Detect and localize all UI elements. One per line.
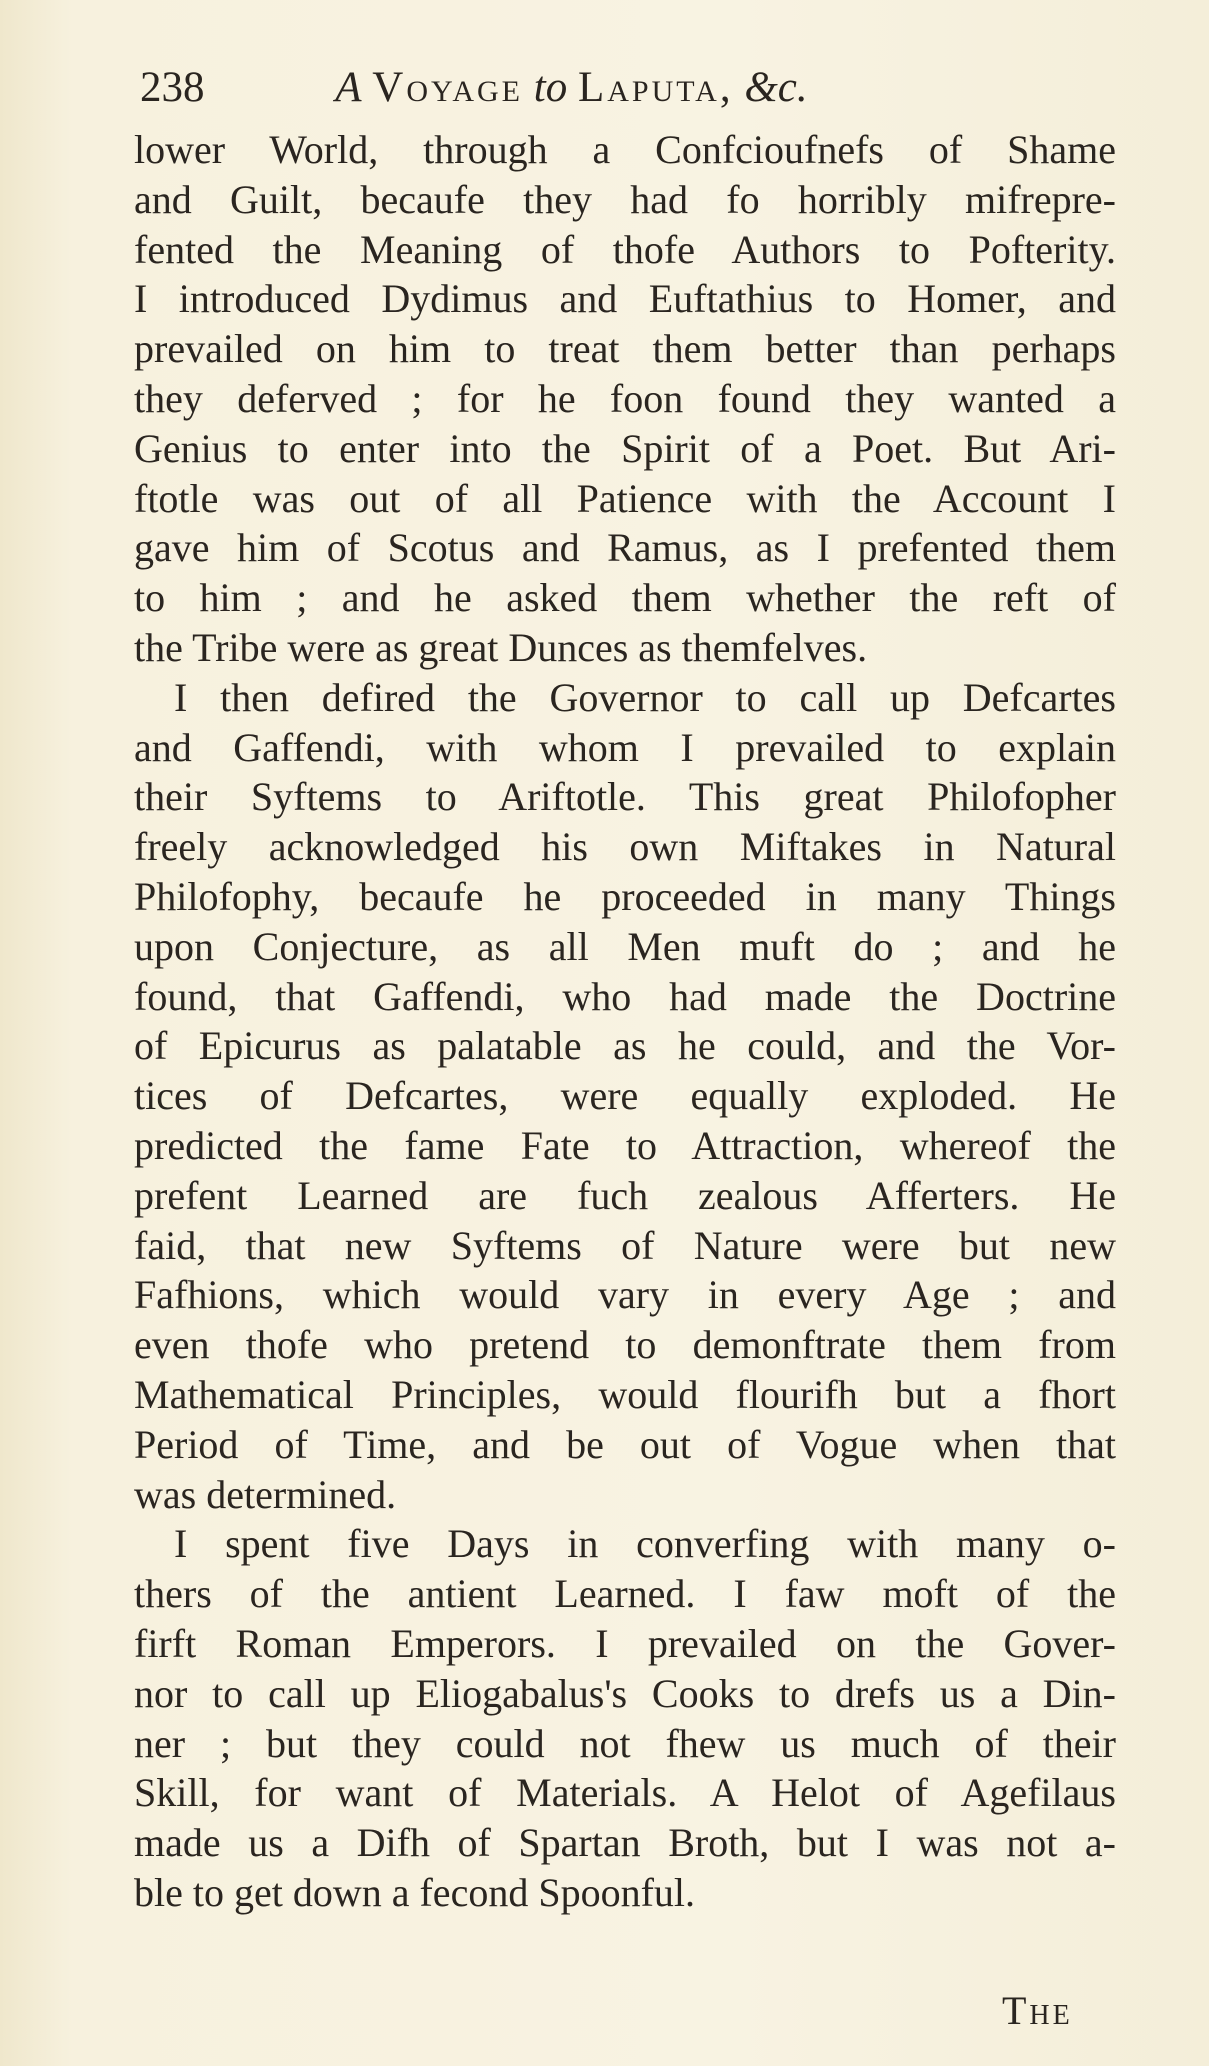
text-line: the Tribe were as great Dunces as themfelves. [134,624,868,670]
text-line: nor to call up Eliogabalus's Cooks to drefs us a Din- [134,1670,1116,1716]
body-text [134,125,1116,1918]
text-line: fented the Meaning of thofe Authors to Pofterity. [134,226,1116,272]
running-title-article: A [335,64,362,111]
running-title-voyage: Voyage [372,64,523,111]
text-line: thers of the antient Learned. I faw moft of the [134,1571,1116,1617]
text-line: ftotle was out of all Patience with the Account I [134,475,1116,521]
text-line: gave him of Scotus and Ramus, as I prefented them [134,525,1116,571]
text-line: Skill, for want of Materials. A Helot of Agefilaus [134,1770,1116,1816]
catchword: The [1002,1988,1073,2033]
running-head [140,58,1120,118]
text-line: of Epicurus as palatable as he could, and the Vor- [134,1023,1116,1069]
text-line: prefent Learned are fuch zealous Afferters. He [134,1172,1116,1218]
paragraph-first-line: I spent five Days in converfing with many o- [174,1521,1116,1567]
text-line: firft Roman Emperors. I prevailed on the Gover- [134,1620,1116,1666]
text-line: and Gaffendi, with whom I prevailed to explain [134,724,1116,770]
text-line: to him ; and he asked them whether the reft of [134,575,1116,621]
text-line: Fafhions, which would vary in every Age ; and [134,1272,1116,1318]
text-line: Philofophy, becaufe he proceeded in many Things [134,873,1116,919]
running-title-etc: &c. [744,64,808,111]
text-line: was determined. [134,1471,397,1517]
paragraph-first-line: I then defired the Governor to call up Defcartes [174,674,1116,720]
text-line: found, that Gaffendi, who had made the Doctrine [134,973,1116,1019]
text-line: Period of Time, and be out of Vogue when that [134,1421,1116,1467]
text-line: faid, that new Syftems of Nature were but new [134,1222,1116,1268]
text-line: upon Conjecture, as all Men muft do ; and he [134,923,1116,969]
text-line: ble to get down a fecond Spoonful. [134,1869,695,1915]
text-line: predicted the fame Fate to Attraction, whereof the [134,1122,1116,1168]
text-line: even thofe who pretend to demonftrate them from [134,1322,1116,1368]
page-number: 238 [140,64,205,111]
text-line: Genius to enter into the Spirit of a Poet. But Ari- [134,425,1116,471]
text-line: lower World, through a Confcioufnefs of Shame [134,127,1116,172]
text-line: I introduced Dydimus and Euftathius to Homer, and [134,276,1116,322]
text-line: made us a Difh of Spartan Broth, but I was not a- [134,1820,1116,1866]
text-line: they deferved ; for he foon found they wanted a [134,375,1116,421]
running-title-to: to [533,64,568,111]
text-line: freely acknowledged his own Miftakes in Natural [134,824,1116,870]
text-line: tices of Defcartes, were equally exploded. He [134,1073,1116,1119]
running-title-laputa: Laputa, [577,64,734,111]
text-line: their Syftems to Ariftotle. This great Philofopher [134,774,1116,820]
text-line: and Guilt, becaufe they had fo horribly mifrepre- [134,176,1116,222]
text-line: Mathematical Principles, would flourifh but a fhort [134,1371,1116,1417]
text-line: prevailed on him to treat them better than perhaps [134,326,1116,372]
text-line: ner ; but they could not fhew us much of their [134,1720,1116,1766]
